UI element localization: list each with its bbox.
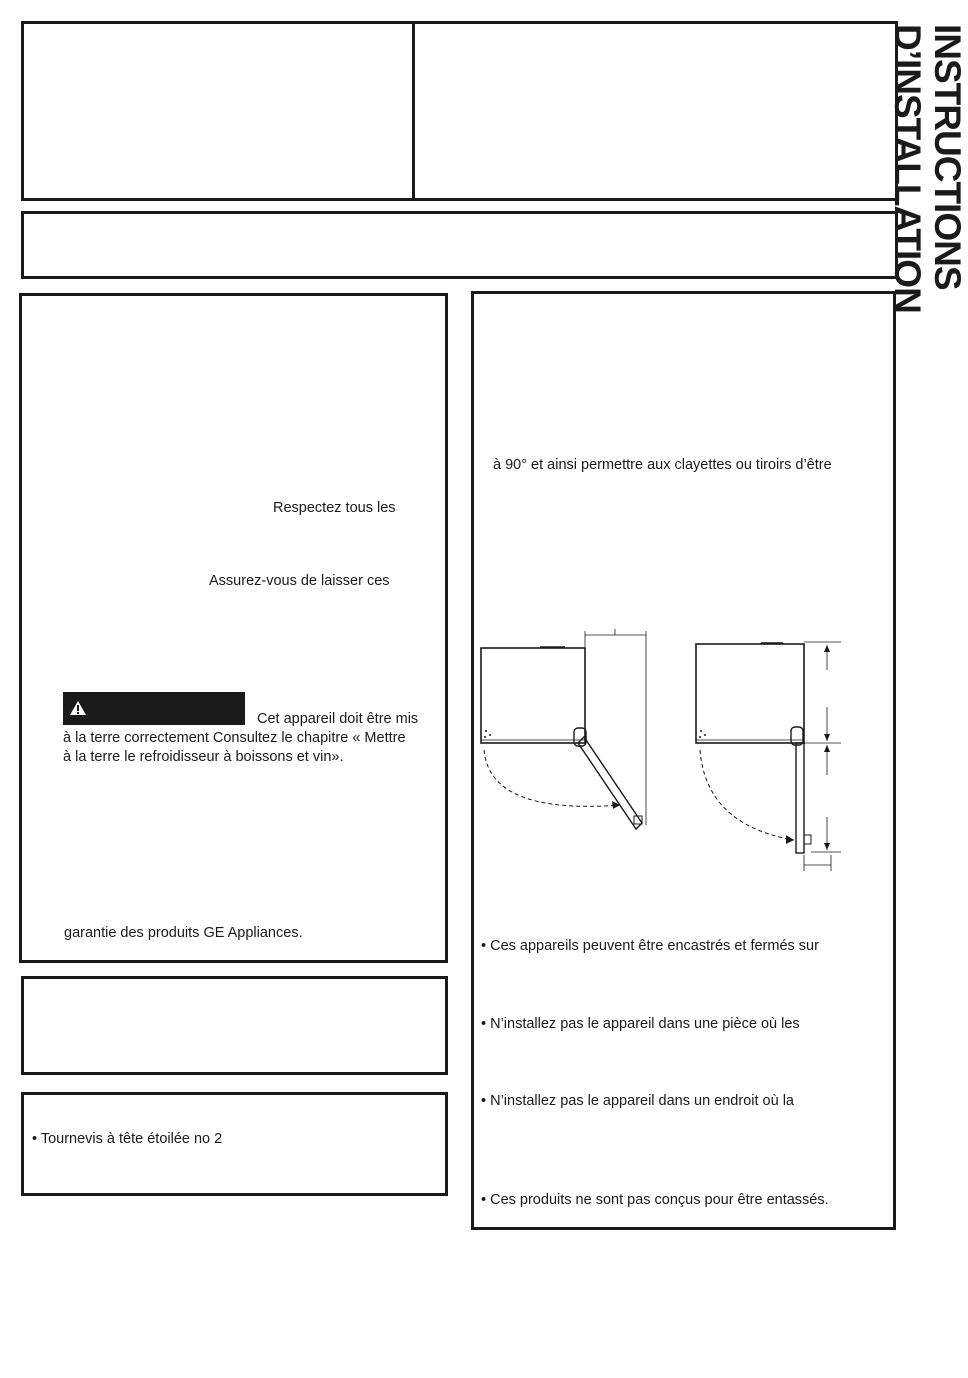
bullet-endroit: • N’installez pas le appareil dans un endroit où la: [481, 1093, 794, 1109]
warning-line-2: à la terre correctement Consultez le chapitre « Mettre: [63, 730, 406, 746]
door-swing-diagram-90: [686, 625, 886, 875]
warning-line-3: à la terre le refroidisseur à boissons et vin».: [63, 749, 344, 765]
bullet-encastres: • Ces appareils peuvent être encastrés et fermés sur: [481, 938, 819, 954]
warning-banner: [63, 692, 245, 725]
top-left-box: [21, 21, 415, 201]
text-assurez: Assurez-vous de laisser ces: [209, 573, 390, 589]
left-middle-box: [21, 976, 448, 1075]
left-main-box: [19, 293, 448, 963]
warning-line-1: Cet appareil doit être mis: [257, 711, 419, 727]
tool-item-tournevis: • Tournevis à tête étoilée no 2: [32, 1131, 223, 1147]
text-90-degrees: à 90° et ainsi permettre aux clayettes ou tiroirs d’être: [493, 457, 832, 473]
top-right-box: [412, 21, 898, 201]
warning-triangle-icon: [69, 700, 87, 716]
text-respectez: Respectez tous les: [273, 500, 396, 516]
bullet-entasses: • Ces produits ne sont pas conçus pour être entassés.: [481, 1192, 829, 1208]
door-swing-diagram-open: [470, 625, 670, 855]
banner-box: [21, 211, 898, 279]
side-title-text: INSTRUCTIONS D’INSTALLATION: [887, 24, 968, 313]
side-title: [887, 24, 968, 584]
text-garantie: garantie des produits GE Appliances.: [64, 925, 303, 941]
bullet-piece: • N’installez pas le appareil dans une pièce où les: [481, 1016, 800, 1032]
